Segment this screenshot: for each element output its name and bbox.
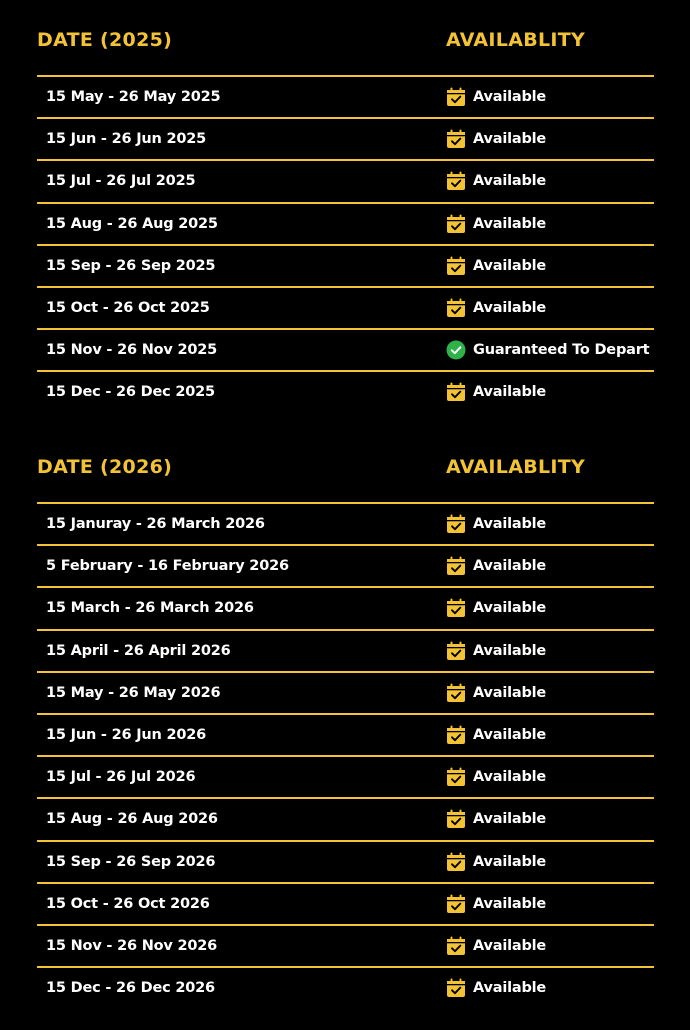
row-date: 15 Sep - 26 Sep 2026	[46, 853, 216, 870]
table-row	[37, 884, 654, 926]
table-row	[37, 588, 654, 630]
date-column-header: DATE (2025)	[37, 29, 173, 51]
row-availability	[446, 598, 546, 618]
row-date: 15 Jun - 26 Jun 2026	[46, 726, 207, 743]
row-date: 15 Oct - 26 Oct 2025	[46, 299, 210, 316]
row-date: 15 Nov - 26 Nov 2025	[46, 342, 218, 359]
row-availability	[446, 767, 546, 787]
table-header	[37, 453, 654, 504]
table-row	[37, 546, 654, 588]
calendar-check-icon	[446, 87, 466, 107]
row-availability	[446, 725, 546, 745]
table-row	[37, 372, 654, 414]
row-availability	[446, 340, 649, 360]
row-date: 15 Jul - 26 Jul 2026	[46, 769, 196, 786]
calendar-check-icon	[446, 852, 466, 872]
calendar-check-icon	[446, 556, 466, 576]
row-date: 15 May - 26 May 2025	[46, 89, 221, 105]
calendar-check-icon	[446, 214, 466, 234]
table-row	[37, 161, 654, 203]
availability-label: Available	[473, 937, 547, 954]
row-date: 15 Oct - 26 Oct 2026	[46, 895, 210, 912]
calendar-check-icon	[446, 298, 466, 318]
row-date: 15 April - 26 April 2026	[46, 642, 231, 659]
row-date: 15 Januray - 26 March 2026	[46, 516, 265, 532]
calendar-check-icon	[446, 978, 466, 998]
row-availability	[446, 556, 546, 576]
row-availability	[446, 978, 546, 998]
availability-column-header: AVAILABLITY	[446, 29, 586, 51]
table-body	[37, 77, 654, 415]
availability-label: Available	[473, 89, 547, 105]
table-row	[37, 288, 654, 330]
calendar-check-icon	[446, 382, 466, 402]
calendar-check-icon	[446, 936, 466, 956]
table-row	[37, 968, 654, 1010]
row-date: 15 Aug - 26 Aug 2025	[46, 215, 218, 232]
table-row	[37, 119, 654, 161]
calendar-check-icon	[446, 129, 466, 149]
row-availability	[446, 809, 546, 829]
row-date: 15 March - 26 March 2026	[46, 600, 254, 617]
availability-label: Available	[473, 853, 547, 870]
availability-label: Available	[473, 726, 547, 743]
availability-label: Available	[473, 811, 547, 828]
schedule-table-2025	[37, 26, 654, 415]
table-row	[37, 77, 654, 119]
availability-column-header: AVAILABLITY	[446, 456, 586, 478]
row-availability	[446, 87, 546, 107]
calendar-check-icon	[446, 514, 466, 534]
table-row	[37, 204, 654, 246]
table-row	[37, 631, 654, 673]
table-body	[37, 504, 654, 1010]
row-date: 15 Dec - 26 Dec 2026	[46, 980, 215, 997]
calendar-check-icon	[446, 894, 466, 914]
check-circle-icon	[446, 340, 466, 360]
calendar-check-icon	[446, 641, 466, 661]
table-row	[37, 757, 654, 799]
row-date: 15 Nov - 26 Nov 2026	[46, 937, 218, 954]
availability-label: Available	[473, 980, 547, 997]
availability-label: Available	[473, 895, 547, 912]
row-availability	[446, 514, 546, 534]
row-date: 15 Jul - 26 Jul 2025	[46, 173, 196, 190]
table-row	[37, 926, 654, 968]
row-availability	[446, 894, 546, 914]
calendar-check-icon	[446, 725, 466, 745]
table-row	[37, 330, 654, 372]
calendar-check-icon	[446, 683, 466, 703]
row-date: 15 Sep - 26 Sep 2025	[46, 257, 216, 274]
availability-label: Available	[473, 257, 547, 274]
availability-label: Available	[473, 215, 547, 232]
calendar-check-icon	[446, 598, 466, 618]
calendar-check-icon	[446, 767, 466, 787]
row-date: 15 Jun - 26 Jun 2025	[46, 131, 207, 148]
date-column-header: DATE (2026)	[37, 456, 173, 478]
row-availability	[446, 683, 546, 703]
calendar-check-icon	[446, 171, 466, 191]
calendar-check-icon	[446, 256, 466, 276]
row-availability	[446, 214, 546, 234]
calendar-check-icon	[446, 809, 466, 829]
schedule-table-2026	[37, 453, 654, 1010]
row-availability	[446, 382, 546, 402]
row-date: 15 Dec - 26 Dec 2025	[46, 384, 215, 401]
row-availability	[446, 298, 546, 318]
table-row	[37, 673, 654, 715]
table-row	[37, 504, 654, 546]
row-date: 15 May - 26 May 2026	[46, 684, 221, 701]
availability-label: Available	[473, 384, 547, 401]
availability-label: Available	[473, 558, 547, 575]
table-row	[37, 799, 654, 841]
row-availability	[446, 641, 546, 661]
availability-label: Available	[473, 684, 547, 701]
availability-label: Guaranteed To Depart	[473, 342, 650, 359]
row-date: 15 Aug - 26 Aug 2026	[46, 811, 218, 828]
row-date: 5 February - 16 February 2026	[46, 558, 289, 575]
availability-label: Available	[473, 516, 547, 532]
row-availability	[446, 256, 546, 276]
availability-label: Available	[473, 173, 547, 190]
availability-label: Available	[473, 600, 547, 617]
availability-label: Available	[473, 642, 547, 659]
table-row	[37, 715, 654, 757]
row-availability	[446, 171, 546, 191]
availability-label: Available	[473, 769, 547, 786]
row-availability	[446, 852, 546, 872]
table-row	[37, 246, 654, 288]
availability-label: Available	[473, 299, 547, 316]
table-row	[37, 842, 654, 884]
availability-label: Available	[473, 131, 547, 148]
row-availability	[446, 936, 546, 956]
table-header	[37, 26, 654, 77]
row-availability	[446, 129, 546, 149]
